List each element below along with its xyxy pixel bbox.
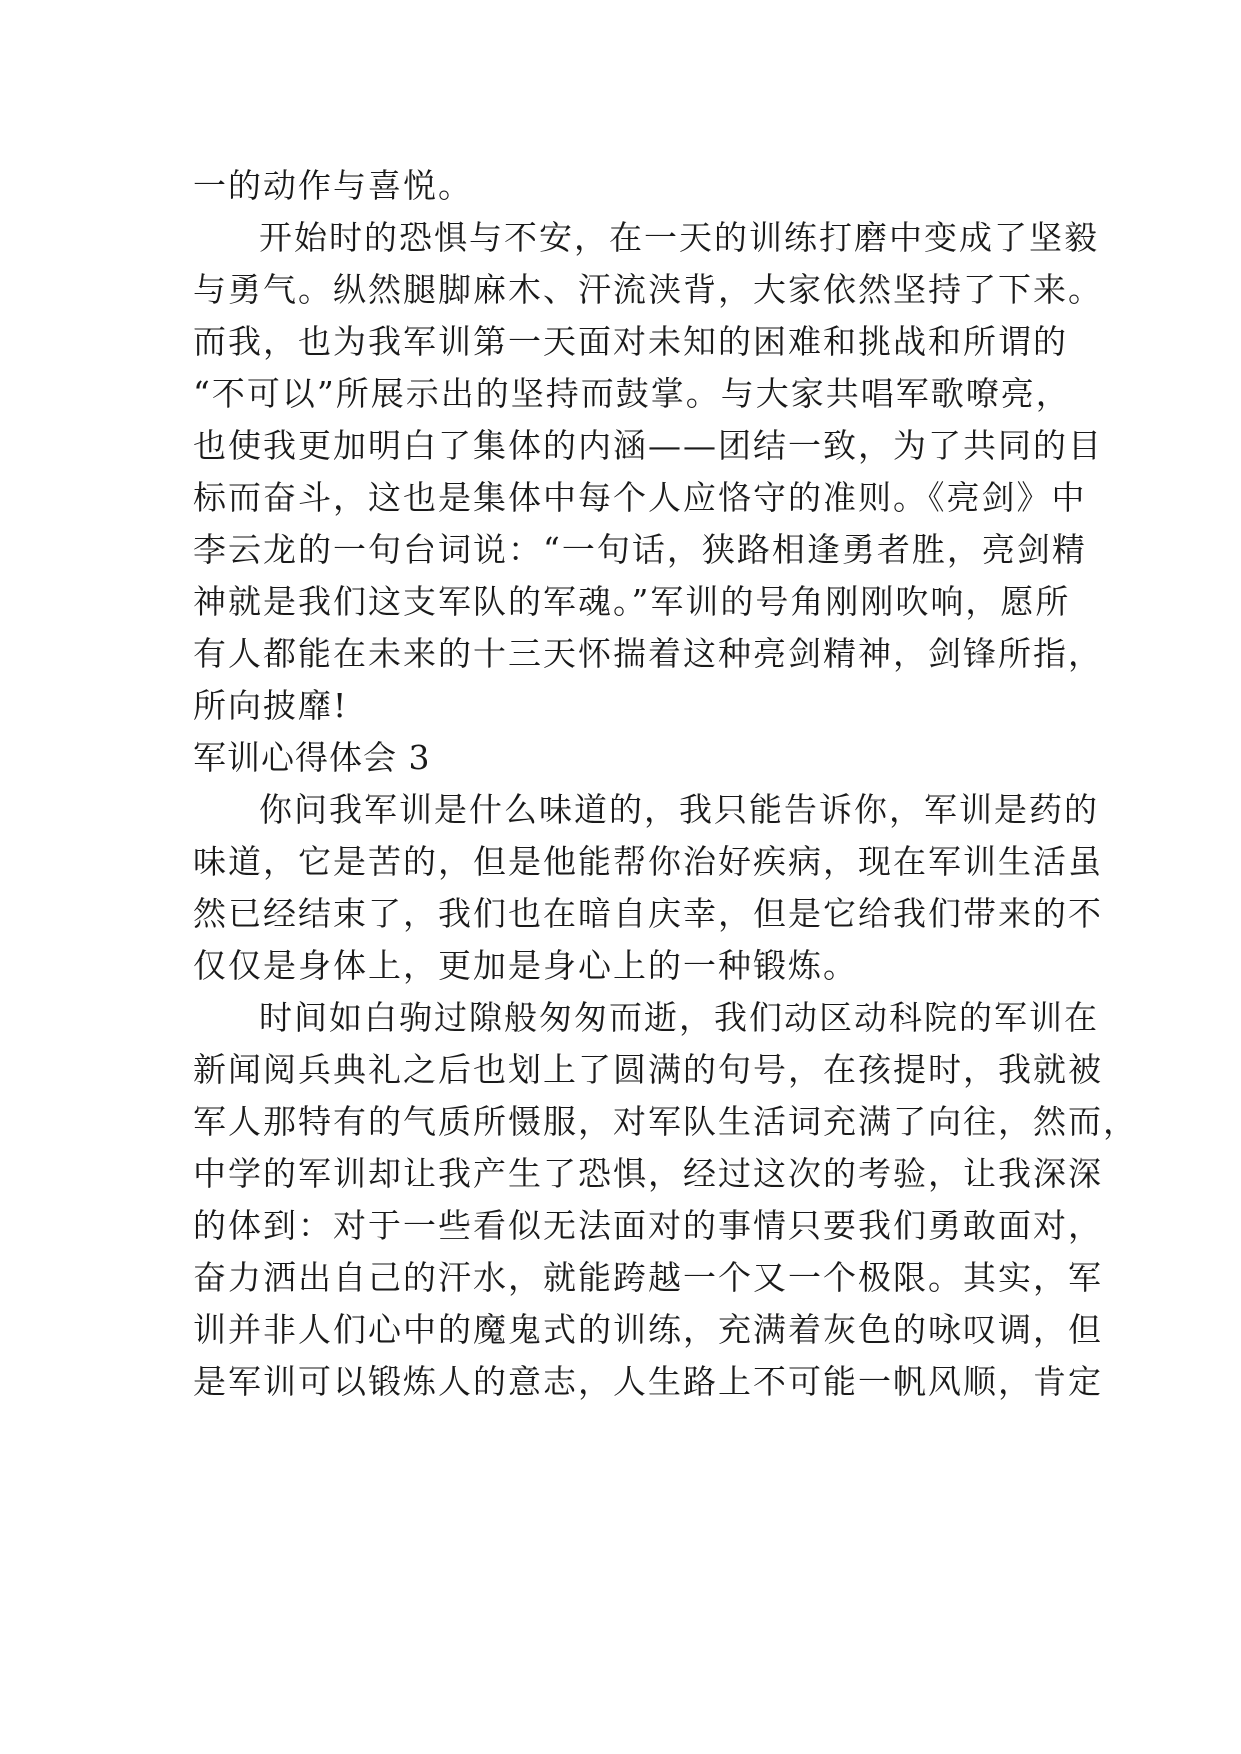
text-line: 所向披靡! — [193, 686, 349, 725]
text-line: 是军训可以锻炼人的意志，人生路上不可能一帆风顺，肯定 — [193, 1362, 1103, 1401]
document-body-text — [193, 160, 1138, 1408]
text-line: 神就是我们这支军队的军魂。”军训的号角刚刚吹响，愿所 — [193, 582, 1071, 621]
text-line: 的体到：对于一些看似无法面对的事情只要我们勇敢面对， — [193, 1206, 1103, 1245]
text-line: 新闻阅兵典礼之后也划上了圆满的句号，在孩提时，我就被 — [193, 1050, 1103, 1089]
text-line: 也使我更加明白了集体的内涵——团结一致，为了共同的目 — [193, 426, 1103, 465]
text-line: 与勇气。纵然腿脚麻木、汗流浃背，大家依然坚持了下来。 — [193, 270, 1103, 309]
section-heading: 军训心得体会 3 — [193, 738, 431, 777]
text-line: 奋力洒出自己的汗水，就能跨越一个又一个极限。其实，军 — [193, 1258, 1103, 1297]
text-line: 军人那特有的气质所慑服，对军队生活词充满了向往，然而， — [193, 1102, 1138, 1141]
text-line: “不可以”所展示出的坚持而鼓掌。与大家共唱军歌嘹亮， — [193, 374, 1071, 413]
text-line: 李云龙的一句台词说：“一句话，狭路相逢勇者胜，亮剑精 — [193, 530, 1087, 569]
text-line: 中学的军训却让我产生了恐惧，经过这次的考验，让我深深 — [193, 1154, 1103, 1193]
text-line: 一的动作与喜悦。 — [193, 166, 473, 205]
text-line: 开始时的恐惧与不安，在一天的训练打磨中变成了坚毅 — [259, 218, 1099, 257]
text-line: 你问我军训是什么味道的，我只能告诉你，军训是药的 — [259, 790, 1099, 829]
text-line: 而我，也为我军训第一天面对未知的困难和挑战和所谓的 — [193, 322, 1068, 361]
text-line: 味道，它是苦的，但是他能帮你治好疾病，现在军训生活虽 — [193, 842, 1103, 881]
text-line: 仅仅是身体上，更加是身心上的一种锻炼。 — [193, 946, 858, 985]
text-line: 时间如白驹过隙般匆匆而逝，我们动区动科院的军训在 — [259, 998, 1099, 1037]
text-line: 有人都能在未来的十三天怀揣着这种亮剑精神，剑锋所指， — [193, 634, 1103, 673]
text-line: 然已经结束了，我们也在暗自庆幸，但是它给我们带来的不 — [193, 894, 1103, 933]
text-line: 训并非人们心中的魔鬼式的训练，充满着灰色的咏叹调，但 — [193, 1310, 1103, 1349]
text-line: 标而奋斗，这也是集体中每个人应恪守的准则。《亮剑》中 — [193, 478, 1087, 517]
